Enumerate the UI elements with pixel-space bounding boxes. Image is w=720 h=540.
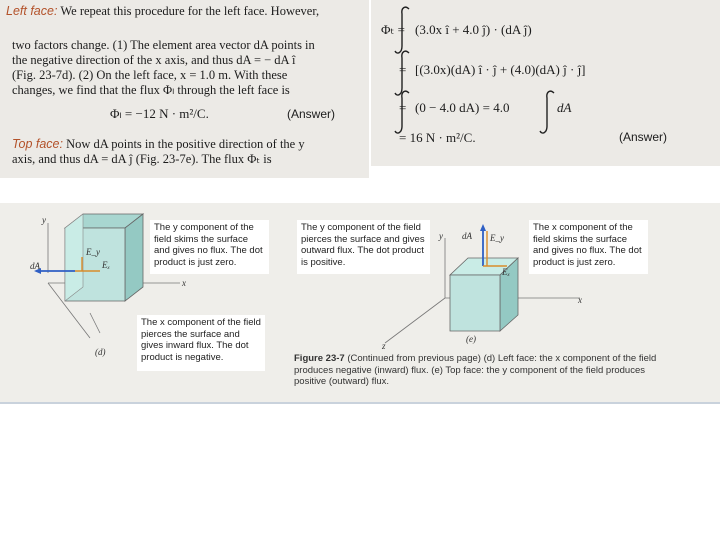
d-cube-side (125, 214, 143, 301)
left-line-7: axis, and thus dA = dA ĵ (Fig. 23-7e). The flux Φₜ is (12, 152, 272, 166)
left-line-2: two factors change. (1) The element area vector dA points in (12, 38, 315, 52)
left-text-panel (0, 0, 369, 178)
caption-figure-number: Figure 23-7 (294, 353, 345, 364)
callout-e-x-component: The x component of the field skims the surface and gives no flux. The dot product is just zero. (529, 220, 648, 274)
d-label-Ey: E_y (86, 247, 100, 257)
left-line-5: changes, we find that the flux Φₗ through the left face is (12, 83, 290, 97)
left-line-1: We repeat this procedure for the left face. However, (60, 4, 320, 18)
e-dA-arrowhead (480, 224, 486, 231)
top-face-heading: Top face: (12, 137, 63, 151)
d-left-face (65, 214, 83, 301)
e-label-dA: dA (462, 231, 472, 241)
d-label-dA: dA (30, 261, 40, 271)
eq2-lhs: = (399, 62, 407, 77)
left-face-heading: Left face: (6, 4, 58, 18)
left-line-4: (Fig. 23-7d). (2) On the left face, x = 1.0 m. With these (12, 68, 288, 82)
left-line-3: the negative direction of the x axis, and thus dA = − dA î (12, 53, 296, 67)
e-label-Ey: E_y (490, 233, 504, 243)
eq3-rhs: (0 − 4.0 dA) = 4.0 (415, 100, 510, 115)
e-z-axis (385, 298, 445, 343)
d-label-Ex: Eₓ (102, 260, 111, 270)
eq3-lhs: = (399, 100, 407, 115)
e-label-Ex: Eₓ (502, 267, 511, 277)
callout-d-x-component: The x component of the field pierces the surface and gives inward flux. The dot product is negative. (137, 315, 265, 371)
e-label-z: z (382, 341, 386, 351)
d-leader (90, 313, 100, 333)
right-answer-label: (Answer) (619, 130, 668, 144)
e-label-y: y (439, 231, 443, 241)
d-label-x: x (182, 278, 186, 288)
right-equation-panel (371, 0, 720, 166)
left-flux-equation: Φₗ = −12 N · m²/C. (110, 106, 209, 121)
eq3-tail: dA (557, 100, 572, 115)
e-cube-front (450, 275, 500, 331)
figure-d-label: (d) (95, 347, 106, 357)
eq1-rhs: (3.0x î + 4.0 ĵ) · (dA ĵ) (415, 22, 532, 37)
left-face-paragraph-first-line (6, 4, 319, 19)
e-label-x: x (578, 295, 582, 305)
caption-text: (Continued from previous page) (d) Left face: the x component of the field produces negative (inward) flux. (e) Top face: the y component of the field produces positive (outward) flux. (294, 353, 657, 387)
figure-caption (294, 353, 674, 388)
eq1-lhs: Φₜ = (381, 22, 405, 37)
left-answer-label: (Answer) (287, 107, 336, 121)
eq2-rhs: [(3.0x)(dA) î · ĵ + (4.0)(dA) ĵ · ĵ] (415, 62, 586, 77)
callout-e-y-component: The y component of the field pierces the surface and gives outward flux. The dot product is positive. (297, 220, 430, 274)
figure-panel (0, 203, 720, 404)
top-face-paragraph-first-line (12, 137, 305, 152)
left-line-6: Now dA points in the positive direction of the y (66, 137, 305, 151)
callout-d-y-component: The y component of the field skims the surface and gives no flux. The dot product is just zero. (150, 220, 269, 274)
eq4: = 16 N · m²/C. (399, 130, 476, 145)
figure-e-label: (e) (466, 334, 476, 344)
d-label-y: y (42, 215, 46, 225)
